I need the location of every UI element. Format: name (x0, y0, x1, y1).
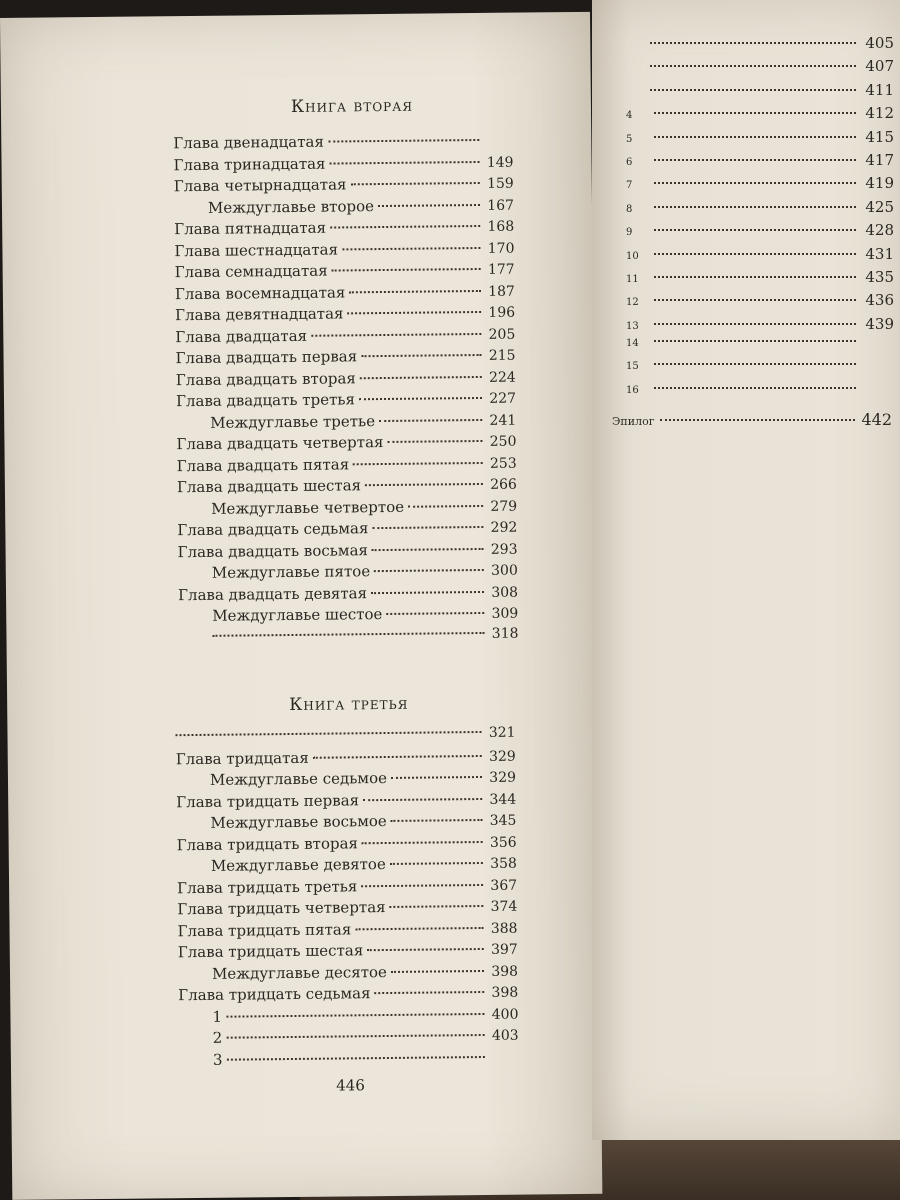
page-number: 446 (336, 1076, 365, 1095)
toc-entry-page: 205 (488, 326, 516, 343)
toc-entry-page: 374 (490, 898, 518, 915)
toc-entry-title: 1 (212, 1007, 223, 1026)
toc-entry-title: Междуглавье четвертое (211, 497, 405, 518)
toc-entry (626, 128, 894, 151)
toc-entry (626, 104, 894, 127)
leader-dots (360, 375, 482, 378)
toc-entry-page: 411 (865, 80, 894, 99)
toc-entry-title: Глава восемнадцатая (174, 282, 346, 303)
toc-entry (626, 245, 894, 268)
leader-dots (650, 65, 856, 67)
toc-entry (626, 221, 894, 244)
toc-entry-page: 405 (865, 34, 894, 52)
toc-entry-title: Глава двадцать четвертая (176, 433, 384, 454)
toc-entry-page: 168 (487, 218, 515, 235)
toc-entry-page: 250 (489, 433, 517, 450)
leader-dots (654, 323, 856, 325)
right-page-toc (626, 34, 894, 408)
toc-entry (626, 198, 894, 221)
toc-entry-title: 5 (626, 133, 633, 145)
toc-entry-title: Глава тридцать пятая (177, 919, 352, 940)
toc-entry-page: 428 (865, 221, 894, 240)
toc-entry-title: Глава двадцать восьмая (177, 540, 369, 561)
leader-dots (226, 1055, 484, 1060)
leader-dots (408, 504, 483, 507)
toc-entry-title: Междуглавье третье (210, 411, 376, 432)
leader-dots (311, 332, 481, 336)
toc-entry-page: 292 (490, 519, 518, 536)
toc-entry-page: 425 (865, 197, 894, 216)
toc-entry-page: 177 (487, 261, 515, 278)
leader-dots (654, 340, 856, 342)
toc-entry-title: Глава тридцать третья (177, 876, 358, 897)
leader-dots (328, 139, 479, 143)
toc-entry-title: 8 (626, 203, 633, 215)
toc-entry-title: Междуглавье восьмое (210, 811, 387, 832)
toc-entry (626, 291, 894, 314)
leader-dots (654, 182, 856, 184)
toc-entry-title: 6 (626, 156, 633, 168)
toc-entry-title: 12 (626, 297, 639, 309)
toc-entry-title: Глава двадцатая (175, 326, 308, 346)
toc-entry-page: 149 (486, 154, 514, 171)
toc-entry-page: 435 (865, 267, 894, 286)
toc-entry-page: 318 (491, 625, 519, 642)
leader-dots (226, 1034, 484, 1039)
toc-entry-page: 196 (488, 304, 516, 321)
toc-entry (626, 57, 894, 80)
toc-entry-page: 266 (490, 476, 517, 493)
toc-entry-title: 16 (626, 384, 639, 396)
toc-entry-page: 253 (489, 455, 517, 472)
leader-dots (654, 136, 856, 138)
leader-dots (654, 387, 856, 389)
toc-entry-page: 321 (488, 724, 516, 741)
toc-entry-page: 415 (865, 127, 894, 146)
toc-entry-title: Глава двадцать третья (175, 390, 356, 411)
toc-entry-title: Междуглавье шестое (212, 605, 383, 625)
leader-dots (347, 311, 481, 314)
toc-entry-title: Глава пятнадцатая (174, 218, 327, 239)
leader-dots (654, 112, 856, 114)
toc-entry-page: 358 (490, 855, 517, 872)
leader-dots (650, 89, 856, 91)
leader-dots (313, 754, 482, 758)
toc-entry-title: Глава тридцатая (175, 748, 309, 768)
toc-entry-page: 344 (489, 791, 517, 808)
toc-entry-title: 15 (626, 361, 639, 373)
leader-dots (390, 905, 484, 908)
book-two-toc (173, 131, 518, 651)
leader-dots (654, 276, 856, 278)
leader-dots (391, 969, 484, 972)
toc-entry-page: 398 (491, 963, 519, 980)
leader-dots (342, 246, 480, 249)
toc-entry-page: 224 (488, 369, 516, 386)
toc-entry-page: 412 (865, 104, 894, 123)
leader-dots (355, 926, 483, 929)
leader-dots (329, 160, 479, 164)
leader-dots (176, 731, 482, 736)
leader-dots (654, 363, 856, 365)
toc-entry-title: Глава тринадцатая (173, 154, 326, 174)
toc-entry-page: 388 (490, 920, 518, 937)
toc-entry-title: 4 (626, 110, 633, 122)
toc-entry-title: Глава тридцать шестая (177, 941, 364, 962)
toc-entry (626, 81, 894, 104)
toc-entry-page: 397 (490, 941, 518, 958)
toc-entry-title: Глава тридцать четвертая (177, 898, 386, 919)
toc-entry-page: 419 (865, 174, 894, 193)
leader-dots (212, 631, 484, 636)
toc-entry-page: 329 (489, 769, 517, 786)
toc-entry-title: 9 (626, 227, 633, 239)
leader-dots (654, 253, 856, 255)
toc-entry-title: Глава семнадцатая (174, 261, 328, 282)
book-three-heading: Книга третья (289, 693, 409, 716)
leader-dots (367, 948, 484, 951)
leader-dots (650, 42, 856, 44)
epilog-page: 442 (861, 410, 892, 429)
leader-dots (391, 819, 483, 822)
leader-dots (365, 483, 483, 486)
book-three-toc (175, 725, 519, 1073)
toc-entry-title: 14 (626, 338, 639, 350)
leader-dots (660, 419, 855, 421)
toc-entry (626, 151, 894, 174)
leader-dots (332, 268, 481, 272)
leader-dots (353, 461, 483, 464)
book-two-heading: Книга вторая (290, 95, 414, 117)
toc-entry-title: Глава девятнадцатая (175, 304, 344, 325)
toc-entry-title: Глава двадцать пятая (176, 454, 350, 475)
toc-entry-page: 407 (865, 57, 894, 76)
toc-entry (178, 625, 518, 650)
toc-entry-title: Глава двадцать первая (175, 347, 358, 368)
toc-entry-title: 10 (626, 250, 639, 262)
toc-entry-page: 431 (865, 244, 894, 263)
toc-entry-title: Междуглавье десятое (211, 962, 387, 983)
leader-dots (654, 229, 856, 231)
right-page (592, 0, 900, 1140)
toc-entry-title: Глава двадцать вторая (175, 368, 356, 389)
epilog-entry (612, 410, 892, 429)
toc-entry (626, 174, 894, 197)
leader-dots (363, 797, 482, 800)
leader-dots (387, 440, 482, 443)
toc-entry-page: 279 (490, 498, 518, 515)
toc-entry-title: Глава тридцать вторая (176, 833, 359, 854)
toc-entry-page: 187 (488, 283, 515, 300)
toc-entry-page: 403 (491, 1027, 519, 1044)
toc-entry-page: 345 (489, 812, 517, 829)
toc-entry-page: 417 (865, 150, 894, 169)
toc-entry-page: 300 (490, 562, 518, 579)
toc-entry-title: Глава тридцать первая (176, 790, 360, 811)
toc-entry-title: Глава двадцать девятая (177, 583, 368, 604)
leader-dots (374, 569, 484, 572)
leader-dots (226, 1012, 484, 1017)
toc-entry-title: Глава четырнадцатая (173, 175, 347, 196)
toc-entry-page: 227 (489, 390, 517, 407)
leader-dots (391, 776, 482, 779)
epilog-label: Эпилог (612, 415, 655, 428)
toc-entry-title: 7 (626, 180, 633, 192)
toc-entry-title: Междуглавье пятое (211, 562, 371, 582)
toc-entry (626, 315, 894, 338)
leader-dots (390, 862, 483, 865)
toc-entry (626, 268, 894, 291)
toc-entry-page: 400 (491, 1006, 519, 1023)
toc-entry (626, 361, 894, 384)
leader-dots (372, 526, 483, 529)
toc-entry-title: 11 (626, 273, 639, 285)
toc-entry-title: Глава шестнадцатая (174, 239, 339, 260)
toc-entry-page: 356 (489, 834, 517, 851)
toc-entry-page: 170 (487, 240, 515, 257)
toc-entry-title: Междуглавье девятое (210, 855, 386, 875)
toc-entry-title: 13 (626, 320, 639, 332)
toc-entry-page: 329 (488, 748, 516, 765)
toc-entry-title: Глава двадцать шестая (176, 476, 362, 497)
leader-dots (371, 590, 484, 593)
leader-dots (350, 182, 479, 185)
leader-dots (379, 418, 482, 421)
toc-entry-page: 293 (490, 541, 518, 558)
toc-entry-page: 439 (865, 314, 894, 333)
toc-entry-page: 436 (865, 291, 894, 310)
leader-dots (372, 547, 484, 550)
toc-entry-page: 159 (486, 175, 514, 192)
toc-entry-page: 215 (488, 347, 516, 364)
leader-dots (654, 159, 856, 161)
leader-dots (386, 612, 484, 615)
toc-entry (626, 385, 894, 408)
toc-entry-title: Междуглавье второе (207, 196, 375, 217)
toc-entry (179, 1047, 519, 1072)
toc-entry-title: 3 (212, 1050, 223, 1069)
leader-dots (359, 397, 482, 400)
leader-dots (654, 206, 856, 208)
leader-dots (654, 299, 856, 301)
toc-entry-title: Междуглавье седьмое (209, 768, 388, 789)
toc-entry-title: Глава двадцать седьмая (177, 519, 369, 540)
toc-entry-page: 367 (490, 877, 518, 894)
toc-entry (626, 34, 894, 57)
toc-entry-title: Глава тридцать седьмая (178, 984, 371, 1005)
toc-entry-page: 398 (491, 984, 519, 1001)
toc-entry-page: 309 (491, 605, 519, 622)
toc-entry (626, 338, 894, 361)
leader-dots (349, 289, 481, 292)
toc-entry-title: Глава двенадцатая (173, 132, 325, 153)
leader-dots (362, 840, 483, 843)
toc-entry-title: 2 (212, 1028, 223, 1047)
toc-entry-page: 308 (491, 584, 519, 601)
leader-dots (375, 991, 485, 994)
leader-dots (330, 225, 480, 229)
leader-dots (378, 203, 480, 206)
left-page (0, 12, 602, 1200)
leader-dots (361, 883, 483, 886)
toc-entry-page: 241 (489, 412, 517, 429)
toc-entry-page: 167 (487, 197, 515, 214)
leader-dots (361, 354, 481, 357)
